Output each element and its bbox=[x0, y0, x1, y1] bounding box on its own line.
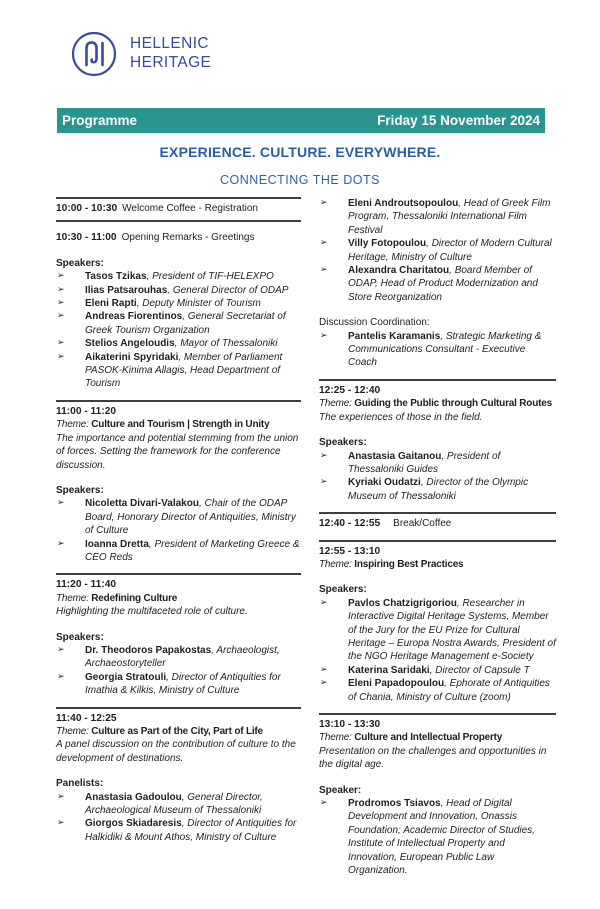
speaker-name: Anastasia Gadoulou bbox=[85, 791, 182, 803]
speaker-name: Pantelis Karamanis bbox=[348, 330, 441, 342]
section-time-row bbox=[319, 384, 556, 397]
section-title: Welcome Coffee - Registration bbox=[122, 203, 258, 214]
speaker-item bbox=[319, 797, 556, 877]
section-description: Presentation on the challenges and opportunities in the digital age. bbox=[319, 745, 547, 771]
speaker-item bbox=[56, 284, 301, 297]
section-time: 13:10 - 13:30 bbox=[319, 719, 381, 730]
speaker-text bbox=[85, 351, 301, 391]
group-label: Panelists: bbox=[56, 778, 104, 790]
section-time: 11:00 - 11:20 bbox=[56, 405, 117, 417]
speaker-name: Tasos Tzikas bbox=[85, 271, 147, 283]
schedule-section bbox=[56, 197, 301, 222]
schedule-section bbox=[319, 379, 556, 503]
speaker-item bbox=[319, 237, 556, 264]
band-date: Friday 15 November 2024 bbox=[377, 113, 540, 128]
theme-title: Guiding the Public through Cultural Routes bbox=[354, 398, 552, 410]
speaker-group bbox=[319, 436, 556, 503]
hellenic-heritage-logo-icon bbox=[71, 31, 117, 77]
section-time-row bbox=[56, 405, 301, 418]
section-time-row bbox=[56, 578, 301, 591]
speaker-group bbox=[319, 784, 556, 878]
speaker-text bbox=[85, 817, 301, 844]
speaker-role: , President of Thessaloniki Guides bbox=[348, 450, 501, 475]
group-label: Speakers: bbox=[56, 484, 104, 496]
speaker-role: , General Secretariat of Greek Tourism Organization bbox=[85, 311, 286, 336]
speaker-role: , General Director, Archaeological Museum of Thessaloniki bbox=[85, 791, 263, 817]
tagline: EXPERIENCE. CULTURE. EVERYWHERE. bbox=[159, 144, 441, 160]
speaker-role: , Archaeologist, Archaeostoryteller bbox=[85, 644, 280, 670]
section-description: The importance and potential stemming from the union of forces. Setting the framework for the conference discussion. bbox=[56, 432, 299, 471]
arrow-bullet-icon: ➢ bbox=[57, 818, 65, 829]
speaker-item bbox=[319, 476, 556, 503]
speaker-name: Andreas Fiorentinos bbox=[85, 311, 183, 323]
speaker-role: , Strategic Marketing & Communications Consultant - Executive Coach bbox=[348, 330, 542, 369]
speaker-role: , Researcher in Interactive Digital Heritage Systems, Member of the Jury for the EU Prize for Cultural Heritage – Europa Nostra Awards, President of the NGO Heritage Management e-Society bbox=[348, 597, 556, 663]
speaker-item bbox=[56, 270, 301, 283]
section-title: Break/Coffee bbox=[393, 518, 452, 530]
theme-prefix: Theme: bbox=[56, 592, 92, 604]
section-description: A panel discussion on the contribution of culture to the development of destinations. bbox=[56, 739, 296, 764]
speaker-item bbox=[56, 497, 301, 537]
section-time-row bbox=[319, 545, 556, 558]
speaker-text bbox=[85, 497, 301, 537]
theme-line bbox=[319, 397, 556, 410]
speaker-role: , General Director of ODAP bbox=[167, 284, 289, 296]
speaker-group bbox=[319, 316, 556, 370]
speaker-item bbox=[319, 664, 556, 677]
subtitle: CONNECTING THE DOTS bbox=[220, 173, 380, 187]
theme-prefix: Theme: bbox=[319, 398, 355, 410]
logo-line1: HELLENIC bbox=[130, 35, 210, 53]
arrow-bullet-icon: ➢ bbox=[320, 798, 328, 809]
speaker-text bbox=[85, 337, 301, 350]
section-time-row bbox=[319, 517, 556, 530]
schedule-columns bbox=[56, 197, 556, 877]
speaker-text bbox=[348, 197, 556, 237]
speaker-item bbox=[56, 671, 301, 698]
section-title: Opening Remarks - Greetings bbox=[121, 232, 255, 244]
group-label: Speakers: bbox=[56, 257, 104, 269]
speaker-role: , Director of Capsule T bbox=[429, 664, 530, 676]
schedule-section bbox=[319, 512, 556, 530]
section-time: 10:00 - 10:30 bbox=[56, 203, 118, 214]
speaker-item bbox=[56, 351, 301, 391]
section-time-row bbox=[56, 712, 301, 725]
speaker-text bbox=[85, 791, 301, 818]
arrow-bullet-icon: ➢ bbox=[320, 597, 328, 608]
schedule-section bbox=[56, 573, 301, 697]
speaker-name: Ilias Patsarouhas bbox=[85, 284, 168, 296]
arrow-bullet-icon: ➢ bbox=[320, 238, 328, 249]
theme-title: Culture and Tourism | Strength in Unity bbox=[91, 419, 270, 431]
speaker-text bbox=[85, 297, 301, 310]
speaker-role: , Member of Parliament PASOK-Kinima Allagis, Head Department of Tourism bbox=[85, 351, 283, 390]
speaker-name: Alexandra Charitatou bbox=[348, 265, 450, 277]
speaker-item bbox=[56, 791, 301, 818]
speaker-group bbox=[319, 197, 556, 304]
speaker-text bbox=[85, 310, 301, 337]
theme-prefix: Theme: bbox=[56, 726, 92, 737]
header-band bbox=[57, 108, 545, 133]
arrow-bullet-icon: ➢ bbox=[320, 477, 328, 488]
speaker-text bbox=[348, 677, 556, 704]
section-time: 12:40 - 12:55 bbox=[319, 518, 381, 530]
speaker-text bbox=[85, 644, 301, 671]
speaker-name: Ioanna Dretta bbox=[85, 538, 149, 550]
speaker-role: , Director of Antiquities for Imathia & Kilkis, Ministry of Culture bbox=[85, 671, 281, 697]
speaker-text bbox=[85, 671, 301, 698]
theme-line bbox=[319, 558, 556, 571]
schedule-section bbox=[319, 540, 556, 704]
theme-prefix: Theme: bbox=[319, 732, 355, 744]
band-programme-label: Programme bbox=[62, 113, 138, 128]
arrow-bullet-icon: ➢ bbox=[320, 198, 328, 208]
theme-line bbox=[56, 725, 301, 738]
speaker-role: , Mayor of Thessaloniki bbox=[174, 338, 278, 350]
section-time-row bbox=[56, 202, 301, 215]
speaker-text bbox=[348, 264, 556, 304]
schedule-section bbox=[56, 707, 301, 845]
speaker-text bbox=[348, 450, 556, 477]
speaker-name: Stelios Angeloudis bbox=[85, 338, 175, 350]
speaker-role: , Chair of the ODAP Board, Honorary Director of Antiquities, Ministry of Culture bbox=[85, 498, 296, 537]
theme-prefix: Theme: bbox=[56, 419, 92, 431]
section-description: The experiences of those in the field. bbox=[319, 411, 483, 423]
speaker-role: , Deputy Minister of Tourism bbox=[136, 298, 261, 310]
arrow-bullet-icon: ➢ bbox=[320, 450, 328, 461]
left-column bbox=[56, 197, 301, 877]
logo-line2: HERITAGE bbox=[130, 54, 212, 71]
speaker-role: , Head of Digital Development and Innovation, Onassis Foundation; Academic Director of Studies, Institute of Intellectual Property and Innovation, European Public Law Organization. bbox=[348, 798, 535, 877]
speaker-role: , Director of Antiquities for Halkidiki & Mount Athos, Ministry of Culture bbox=[85, 818, 297, 843]
speaker-text bbox=[85, 270, 301, 283]
speaker-item bbox=[319, 197, 556, 237]
speaker-name: Katerina Saridaki bbox=[348, 664, 430, 676]
theme-line bbox=[56, 418, 301, 431]
theme-title: Inspiring Best Practices bbox=[354, 558, 464, 570]
group-label: Speaker: bbox=[319, 784, 362, 796]
arrow-bullet-icon: ➢ bbox=[320, 330, 328, 341]
speaker-item bbox=[56, 644, 301, 671]
speaker-text bbox=[348, 664, 556, 677]
arrow-bullet-icon: ➢ bbox=[57, 644, 65, 655]
schedule-section bbox=[56, 231, 301, 390]
theme-prefix: Theme: bbox=[319, 558, 355, 570]
speaker-text bbox=[348, 597, 556, 664]
arrow-bullet-icon: ➢ bbox=[320, 265, 328, 276]
arrow-bullet-icon: ➢ bbox=[57, 538, 65, 549]
speaker-role: , Director of the Olympic Museum of Thessaloniki bbox=[348, 477, 529, 502]
theme-line bbox=[56, 592, 301, 605]
section-time: 12:25 - 12:40 bbox=[319, 384, 381, 396]
speaker-role: , Board Member of ODAP, Head of Product Modernization and Store Reorganization bbox=[348, 265, 538, 303]
speaker-name: Villy Fotopoulou bbox=[348, 238, 427, 250]
speaker-role: , President of TIF-HELEXPO bbox=[146, 271, 274, 283]
speaker-name: Georgia Stratouli bbox=[85, 671, 167, 683]
arrow-bullet-icon: ➢ bbox=[57, 351, 65, 362]
arrow-bullet-icon: ➢ bbox=[320, 678, 328, 689]
section-time-row bbox=[319, 718, 556, 731]
section-description: Highlighting the multifaceted role of culture. bbox=[56, 606, 248, 618]
theme-title: Culture and Intellectual Property bbox=[354, 732, 503, 744]
section-time: 12:55 - 13:10 bbox=[319, 545, 381, 557]
schedule-section bbox=[319, 197, 556, 370]
speaker-name: Eleni Androutsopoulou bbox=[348, 198, 459, 209]
arrow-bullet-icon: ➢ bbox=[57, 498, 65, 509]
speaker-name: Pavlos Chatzigrigoriou bbox=[348, 597, 457, 609]
schedule-section bbox=[319, 713, 556, 877]
group-label: Speakers: bbox=[56, 631, 104, 643]
speaker-role: , Ephorate of Antiquities of Chania, Ministry of Culture (zoom) bbox=[348, 678, 550, 703]
logo bbox=[71, 31, 211, 77]
speaker-text bbox=[85, 538, 301, 565]
arrow-bullet-icon: ➢ bbox=[57, 271, 65, 282]
speaker-group bbox=[56, 484, 301, 564]
group-label: Discussion Coordination: bbox=[319, 317, 430, 329]
group-label: Speakers: bbox=[319, 437, 367, 449]
group-label: Speakers: bbox=[319, 584, 367, 596]
speaker-name: Eleni Papadopoulou bbox=[348, 678, 445, 690]
speaker-item bbox=[319, 264, 556, 304]
speaker-item bbox=[56, 337, 301, 350]
speaker-item bbox=[319, 330, 556, 370]
speaker-item bbox=[319, 450, 556, 477]
right-column bbox=[319, 197, 556, 877]
speaker-role: , President of Marketing Greece & CEO Reds bbox=[85, 538, 300, 563]
logo-wordmark bbox=[130, 35, 211, 72]
speaker-item bbox=[56, 538, 301, 565]
speaker-name: Giorgos Skiadaresis bbox=[85, 818, 182, 830]
speaker-name: Nicoletta Divari-Valakou bbox=[85, 498, 199, 510]
speaker-name: Aikaterini Spyridaki bbox=[85, 351, 179, 363]
theme-title: Culture as Part of the City, Part of Life bbox=[91, 726, 263, 737]
arrow-bullet-icon: ➢ bbox=[57, 338, 65, 349]
schedule-section bbox=[56, 400, 301, 564]
speaker-text bbox=[348, 330, 556, 370]
arrow-bullet-icon: ➢ bbox=[57, 791, 65, 802]
speaker-item bbox=[56, 297, 301, 310]
speaker-group bbox=[56, 631, 301, 698]
speaker-item bbox=[56, 817, 301, 844]
speaker-text bbox=[85, 284, 301, 297]
theme-line bbox=[319, 731, 556, 744]
speaker-name: Eleni Rapti bbox=[85, 298, 137, 310]
speaker-name: Prodromos Tsiavos bbox=[348, 798, 441, 810]
speaker-text bbox=[348, 476, 556, 503]
speaker-text bbox=[348, 797, 556, 877]
arrow-bullet-icon: ➢ bbox=[57, 298, 65, 309]
speaker-group bbox=[56, 777, 301, 844]
speaker-name: Anastasia Gaitanou bbox=[348, 450, 442, 462]
speaker-name: Kyriaki Oudatzi bbox=[348, 477, 421, 489]
arrow-bullet-icon: ➢ bbox=[320, 664, 328, 675]
section-time-row bbox=[56, 231, 301, 244]
speaker-role: , Director of Modern Cultural Heritage, Ministry of Culture bbox=[348, 238, 552, 263]
theme-title: Redefining Culture bbox=[91, 592, 178, 604]
speaker-role: , Head of Greek Film Program, Thessaloniki International Film Festival bbox=[348, 198, 551, 236]
section-time: 11:40 - 12:25 bbox=[56, 712, 117, 724]
speaker-text bbox=[348, 237, 556, 264]
speaker-item bbox=[319, 597, 556, 664]
speaker-item bbox=[319, 677, 556, 704]
arrow-bullet-icon: ➢ bbox=[57, 671, 65, 682]
section-time: 11:20 - 11:40 bbox=[56, 579, 117, 591]
speaker-item bbox=[56, 310, 301, 337]
speaker-group bbox=[319, 583, 556, 704]
speaker-group bbox=[56, 257, 301, 391]
section-time: 10:30 - 11:00 bbox=[56, 232, 117, 244]
arrow-bullet-icon: ➢ bbox=[57, 284, 65, 295]
arrow-bullet-icon: ➢ bbox=[57, 311, 65, 322]
speaker-name: Dr. Theodoros Papakostas bbox=[85, 644, 212, 656]
